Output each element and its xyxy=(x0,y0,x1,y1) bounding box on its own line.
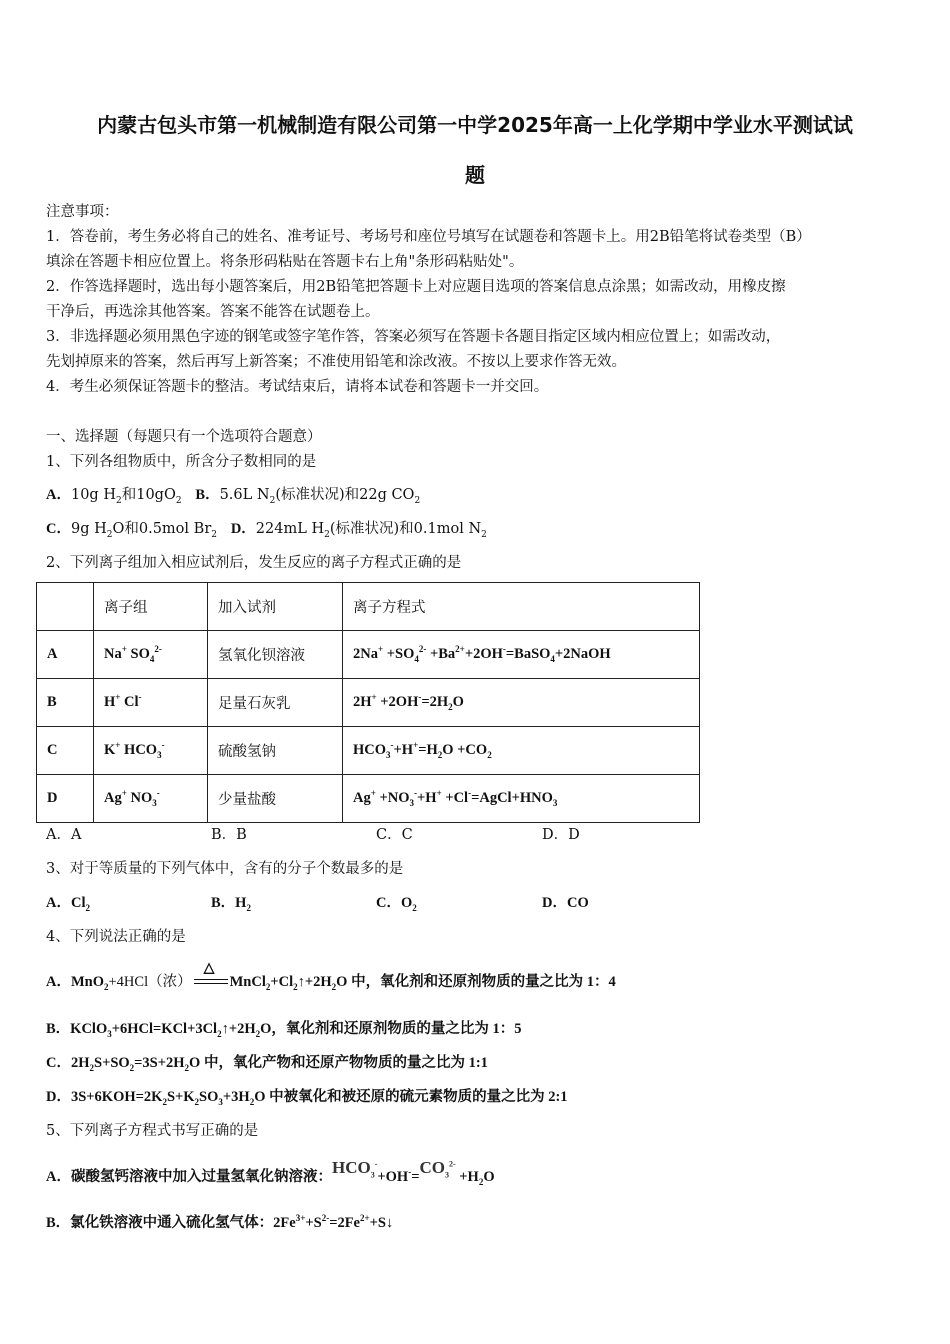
carbonate-ion: $CO_3^{2-}$ xyxy=(419,1158,456,1180)
table-row xyxy=(37,775,700,823)
q4-option-d: D．$3S+6KOH=2K_2S+K_2SO_3+3H_2O$ 中被氧化和被还原的硫元素物质的量之比为 2:1 xyxy=(46,1089,568,1107)
reagent: 硫酸氢钠 xyxy=(208,727,343,775)
reagent: 足量石灰乳 xyxy=(208,679,343,727)
q4-a-text2: +4HCl（浓） xyxy=(108,974,192,990)
q4-option-c: C．$2H_2S+SO_2=3S+2H_2O$ 中，氧化产物和还原产物物质的量之比为 1:1 xyxy=(46,1055,488,1073)
row-label: A xyxy=(37,631,94,679)
table-row xyxy=(37,727,700,775)
q5-stem: 5、下列离子方程式书写正确的是 xyxy=(46,1123,259,1139)
q1-b-text2: (标准状况)和22g CO xyxy=(275,487,415,503)
q4-option-b: B．$KClO_3+6HCl=KCl+3Cl_2↑+2H_2O$，氧化剂和还原剂物质的量之比为 1：5 xyxy=(46,1021,522,1039)
notice-3b: 先划掉原来的答案，然后再写上新答案；不准使用铅笔和涂改液。不按以上要求作答无效。 xyxy=(46,354,626,370)
option-label: B． xyxy=(211,895,236,911)
table-row xyxy=(37,631,700,679)
sub: 2 xyxy=(481,529,487,540)
q1-a-label: A． xyxy=(46,487,71,503)
q1-options-ab xyxy=(46,485,420,505)
q3-option-c xyxy=(376,893,417,913)
equals-line xyxy=(194,979,228,980)
sub: 2 xyxy=(211,529,217,540)
bicarbonate-ion: $HCO_3^-$ xyxy=(331,1158,378,1180)
notice-heading: 注意事项： xyxy=(46,204,119,220)
ion-group: Ag+ $NO_3^-$ xyxy=(94,775,208,823)
ion-equation-table xyxy=(36,582,700,823)
ion-equation: $Ag^+ +NO_3^-+H^+$ $+Cl^-=AgCl+HNO_3$ xyxy=(343,775,700,823)
q2-option-b: B．B xyxy=(211,827,247,843)
ion-equation: $HCO_3^-+H^+=H_2O +CO_2$ xyxy=(343,727,700,775)
q1-options-cd xyxy=(46,519,487,539)
q2-option-a: A．A xyxy=(46,827,82,843)
row-label: C xyxy=(37,727,94,775)
row-label: D xyxy=(37,775,94,823)
ion-equation: $2Na^+ +SO_4^{2-}$ $+Ba^{2+}+2OH^-=BaSO_4+2NaOH$ xyxy=(343,631,700,679)
reagent: 氢氧化钡溶液 xyxy=(208,631,343,679)
q1-d-text2: (标准状况)和0.1mol N xyxy=(329,521,482,537)
ion-equation: $2H^+ +2OH^-=2H_2O$ xyxy=(343,679,700,727)
q5-option-a xyxy=(46,1158,495,1187)
header-cell: 离子方程式 xyxy=(343,583,700,631)
q4-a-text3: $MnCl_2+Cl_2↑+2H_2O$ 中，氧化剂和还原剂物质的量之比为 1：4 xyxy=(229,974,616,992)
equals-line xyxy=(194,983,228,984)
q3-option-b xyxy=(211,893,251,913)
q4-option-a xyxy=(46,960,616,993)
table-header-row xyxy=(37,583,700,631)
option-text: O xyxy=(400,895,413,911)
header-cell: 加入试剂 xyxy=(208,583,343,631)
sub: 2 xyxy=(412,902,417,913)
notice-4: 4．考生必须保证答题卡的整洁。考试结束后，请将本试卷和答题卡一并交回。 xyxy=(46,379,549,395)
q1-a-text2: 和10gO xyxy=(121,487,176,503)
ion-group: Na+ $SO_4^{2-}$ xyxy=(94,631,208,679)
q1-b-label: B． xyxy=(195,487,220,503)
sub: 2 xyxy=(414,495,421,506)
q1-a-text1: 10g H xyxy=(70,487,116,503)
q3-option-d: D．CO xyxy=(542,895,589,911)
heat-condition-sign xyxy=(192,960,230,993)
table-row xyxy=(37,679,700,727)
notice-2b: 干净后，再选涂其他答案。答案不能答在试题卷上。 xyxy=(46,304,380,320)
sub: 2 xyxy=(85,902,90,913)
q4-stem: 4、下列说法正确的是 xyxy=(46,929,186,945)
q1-d-label: D． xyxy=(230,521,256,537)
q4-a-text1: A．MnO xyxy=(46,974,104,990)
q1-stem: 1、下列各组物质中，所含分子数相同的是 xyxy=(46,454,317,470)
notice-1b: 填涂在答题卡相应位置上。将条形码粘贴在答题卡右上角"条形码粘贴处"。 xyxy=(46,254,524,270)
q2-stem: 2、下列离子组加入相应试剂后，发生反应的离子方程式正确的是 xyxy=(46,555,462,571)
q1-c-text2: O和0.5mol Br xyxy=(112,521,212,537)
exam-title-line2: 题 xyxy=(465,163,485,187)
q1-b-text1: 5.6L N xyxy=(219,487,270,503)
heat-triangle-icon: △ xyxy=(203,960,215,976)
sub: 2 xyxy=(324,529,330,540)
q5-option-b: B．氯化铁溶液中通入硫化氢气体：$2Fe^{3+}+S^{2-}=2Fe^{2+}+S↓$ xyxy=(46,1213,394,1231)
section-heading: 一、选择题（每题只有一个选项符合题意） xyxy=(46,429,322,445)
option-text: H xyxy=(235,895,247,911)
q2-option-d: D．D xyxy=(542,827,580,843)
q5-a-text1: A．碳酸氢钙溶液中加入过量氢氧化钠溶液： xyxy=(46,1169,332,1185)
option-label: A． xyxy=(46,895,71,911)
exam-title-line1: 内蒙古包头市第一机械制造有限公司第一中学2025年高一上化学期中学业水平测试试 xyxy=(97,113,853,137)
q5-a-text3: $+H_2O$ xyxy=(459,1169,495,1187)
row-label: B xyxy=(37,679,94,727)
sub: 2 xyxy=(269,495,276,506)
q3-stem: 3、对于等质量的下列气体中，含有的分子个数最多的是 xyxy=(46,861,404,877)
option-text: Cl xyxy=(70,895,86,911)
q1-d-text1: 224mL H xyxy=(255,521,325,537)
sub: 2 xyxy=(115,495,122,506)
header-cell: 离子组 xyxy=(94,583,208,631)
sub: 2 xyxy=(246,902,251,913)
notice-1a: 1．答卷前，考生务必将自己的姓名、准考证号、考场号和座位号填写在试题卷和答题卡上。用2B铅笔将试卷类型（B） xyxy=(46,229,811,245)
sub: 2 xyxy=(106,529,113,540)
ion-group: K+ $HCO_3^-$ xyxy=(94,727,208,775)
sub: 2 xyxy=(104,981,109,992)
q1-c-text1: 9g H xyxy=(70,521,107,537)
sub: 2 xyxy=(175,495,182,506)
notice-3a: 3．非选择题必须用黑色字迹的钢笔或签字笔作答，答案必须写在答题卡各题目指定区域内相应位置上；如需改动， xyxy=(46,329,781,345)
reagent: 少量盐酸 xyxy=(208,775,343,823)
q1-c-label: C． xyxy=(46,521,71,537)
q2-option-c: C．C xyxy=(376,827,413,843)
q3-option-a xyxy=(46,893,90,913)
option-label: C． xyxy=(376,895,401,911)
notice-2a: 2．作答选择题时，选出每小题答案后，用2B铅笔把答题卡上对应题目选项的答案信息点涂黑；如需改动，用橡皮擦 xyxy=(46,279,786,295)
ion-group: H+ Cl- xyxy=(94,679,208,727)
header-cell xyxy=(37,583,94,631)
q5-a-text2: +OH-= xyxy=(377,1167,420,1185)
